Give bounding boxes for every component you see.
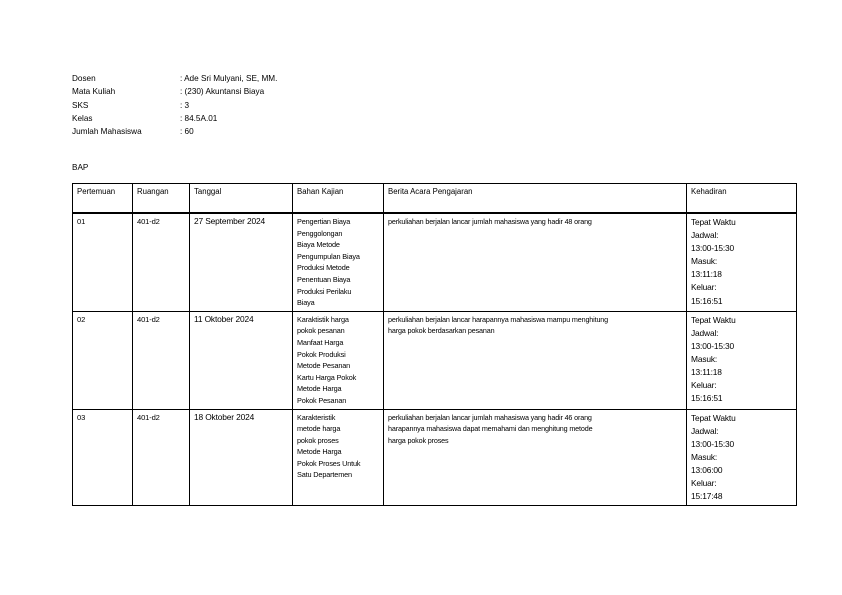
column-header-bahan-kajian: Bahan Kajian — [293, 184, 384, 214]
cell-line: Manfaat Harga — [297, 337, 344, 347]
cell-line: Keluar: — [691, 282, 717, 293]
column-header-tanggal: Tanggal — [190, 184, 293, 214]
cell-line: Penggolongan — [297, 228, 343, 238]
info-value: : 60 — [180, 127, 194, 137]
cell-line: Metode Harga — [297, 447, 342, 457]
column-header-ruangan: Ruangan — [133, 184, 190, 214]
info-label: Dosen — [72, 74, 96, 83]
cell-line: Masuk: — [691, 354, 718, 365]
info-row-dosen — [72, 72, 277, 85]
cell-pertemuan: 03 — [73, 409, 133, 506]
cell-line: 15:16:51 — [691, 295, 723, 306]
cell-line: perkuliahan berjalan lancar jumlah mahasiswa yang hadir 48 orang — [388, 217, 592, 226]
cell-line: Jadwal: — [691, 425, 719, 436]
cell-line: Produksi Metode — [297, 263, 350, 273]
cell-line: 13:00-15:30 — [691, 243, 735, 254]
cell-ruangan: 401-d2 — [133, 409, 190, 506]
cell-line: Jadwal: — [691, 327, 719, 338]
info-value: : Ade Sri Mulyani, SE, MM. — [180, 74, 278, 83]
cell-pertemuan: 02 — [73, 311, 133, 409]
cell-bahan-kajian — [293, 213, 384, 311]
cell-line: Satu Departemen — [297, 470, 352, 480]
cell-tanggal: 27 September 2024 — [190, 213, 293, 311]
cell-line: Jadwal: — [691, 230, 719, 241]
cell-line: pokok pesanan — [297, 326, 345, 336]
table-header-row — [73, 184, 797, 214]
cell-ruangan: 401-d2 — [133, 213, 190, 311]
info-label: SKS — [72, 100, 89, 110]
cell-bahan-kajian — [293, 409, 384, 506]
info-row-kelas — [72, 112, 277, 125]
cell-line: pokok proses — [297, 435, 339, 445]
course-info — [72, 72, 277, 138]
table-row — [73, 409, 797, 506]
cell-berita-acara — [384, 311, 687, 409]
info-value: : (230) Akuntansi Biaya — [180, 87, 265, 97]
cell-pertemuan: 01 — [73, 213, 133, 311]
info-value: : 84.5A.01 — [180, 113, 218, 123]
cell-line: Tepat Waktu — [691, 412, 736, 423]
cell-berita-acara — [384, 409, 687, 506]
cell-line: Metode Pesanan — [297, 361, 351, 371]
info-value: : 3 — [180, 100, 190, 110]
cell-line: Biaya Metode — [297, 240, 340, 250]
cell-line: harapannya mahasiswa dapat memahami dan menghitung metode — [388, 424, 593, 434]
column-header-kehadiran: Kehadiran — [687, 184, 797, 214]
cell-bahan-kajian — [293, 311, 384, 409]
cell-line: Biaya — [297, 298, 315, 308]
cell-line: perkuliahan berjalan lancar harapannya mahasiswa mampu menghitung — [388, 314, 608, 324]
bap-table — [72, 183, 797, 506]
cell-line: 13:11:18 — [691, 269, 722, 280]
cell-line: Produksi Perilaku — [297, 286, 352, 296]
cell-line: harga pokok proses — [388, 435, 449, 445]
cell-line: Penentuan Biaya — [297, 274, 351, 284]
cell-line: 13:11:18 — [691, 367, 722, 378]
column-header-berita-acara: Berita Acara Pengajaran — [384, 184, 687, 214]
cell-berita-acara — [384, 213, 687, 311]
table-body — [73, 213, 797, 506]
cell-line: 13:00-15:30 — [691, 340, 735, 351]
cell-tanggal: 11 Oktober 2024 — [190, 311, 293, 409]
cell-line: Metode Harga — [297, 384, 342, 394]
info-row-jumlah-mahasiswa — [72, 125, 277, 138]
cell-line: perkuliahan berjalan lancar jumlah mahasiswa yang hadir 46 orang — [388, 412, 592, 422]
cell-line: Pengertian Biaya — [297, 217, 351, 226]
cell-line: metode harga — [297, 424, 341, 434]
info-row-mata-kuliah — [72, 85, 277, 98]
cell-line: Karakteristik — [297, 412, 336, 422]
cell-line: Keluar: — [691, 380, 717, 391]
cell-kehadiran — [687, 213, 797, 311]
cell-line: Pokok Pesanan — [297, 395, 347, 405]
table-row — [73, 311, 797, 409]
cell-ruangan: 401-d2 — [133, 311, 190, 409]
cell-line: 15:17:48 — [691, 491, 723, 502]
cell-line: Pokok Proses Untuk — [297, 458, 361, 468]
cell-line: 13:06:00 — [691, 464, 723, 475]
cell-line: harga pokok berdasarkan pesanan — [388, 326, 495, 336]
info-row-sks — [72, 99, 277, 112]
cell-line: Masuk: — [691, 256, 718, 267]
cell-line: Pokok Produksi — [297, 349, 346, 359]
cell-line: Karaktistik harga — [297, 314, 349, 324]
info-label: Mata Kuliah — [72, 87, 116, 97]
cell-line: Pengumpulan Biaya — [297, 251, 360, 261]
cell-line: Masuk: — [691, 451, 718, 462]
cell-line: Tepat Waktu — [691, 314, 736, 325]
cell-line: Kartu Harga Pokok — [297, 372, 357, 382]
cell-kehadiran — [687, 409, 797, 506]
info-label: Jumlah Mahasiswa — [72, 127, 142, 137]
cell-line: Tepat Waktu — [691, 217, 736, 227]
cell-line: 13:00-15:30 — [691, 438, 735, 449]
column-header-pertemuan: Pertemuan — [73, 184, 133, 214]
cell-line: Keluar: — [691, 477, 717, 488]
bap-title: BAP — [72, 163, 89, 172]
cell-tanggal: 18 Oktober 2024 — [190, 409, 293, 506]
cell-line: 15:16:51 — [691, 393, 723, 404]
cell-kehadiran — [687, 311, 797, 409]
info-label: Kelas — [72, 113, 93, 123]
table-row — [73, 213, 797, 311]
